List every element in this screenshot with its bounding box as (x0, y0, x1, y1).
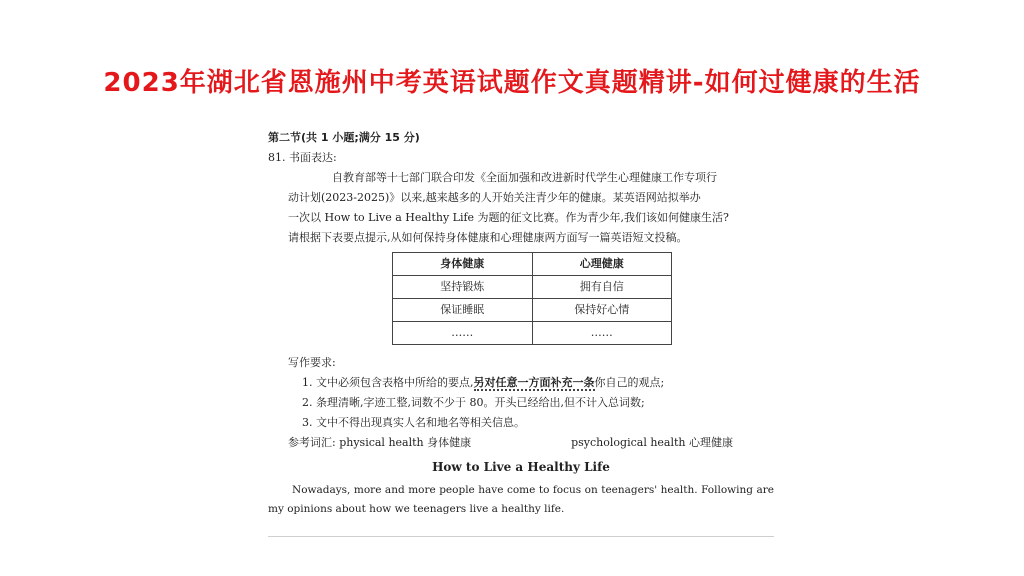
exam-page (268, 128, 774, 519)
intro-line-1: 自教育部等十七部门联合印发《全面加强和改进新时代学生心理健康工作专项行 (332, 171, 717, 184)
page-divider (268, 536, 774, 537)
vocab-psychological: psychological health 心理健康 (571, 436, 733, 449)
header-mental-health: 心理健康 (532, 253, 672, 276)
video-title: 2023年湖北省恩施州中考英语试题作文真题精讲-如何过健康的生活 (103, 68, 921, 98)
intro-line-2: 动计划(2023-2025)》以来,越来越多的人开始关注青少年的健康。某英语网站拟举办 (288, 191, 701, 204)
key-points-table (392, 252, 672, 345)
table-header-row (393, 253, 672, 276)
table-cell: 拥有自信 (532, 276, 672, 299)
header-physical-health: 身体健康 (393, 253, 533, 276)
intro-line-4: 请根据下表要点提示,从如何保持身体健康和心理健康两方面写一篇英语短文投稿。 (288, 231, 688, 244)
table-row (393, 276, 672, 299)
table-cell: …… (393, 322, 533, 345)
essay-opening: Nowadays, more and more people have come to focus on teenagers' health. Following are my opinions about how we teenagers live a healthy life. (268, 484, 774, 515)
requirement-1-pre: 1. 文中必须包含表格中所给的要点, (302, 376, 474, 389)
table-cell: 保证睡眠 (393, 299, 533, 322)
requirement-1 (268, 373, 774, 393)
section-heading: 第二节(共 1 小题;满分 15 分) (268, 131, 420, 144)
table-row (393, 322, 672, 345)
question-number: 81. 书面表达: (268, 151, 337, 164)
requirement-1-emphasis: 另对任意一方面补充一条 (473, 376, 595, 389)
essay-title: How to Live a Healthy Life (432, 460, 610, 474)
requirements-heading: 写作要求: (288, 356, 336, 369)
requirement-2: 2. 条理清晰,字迹工整,词数不少于 80。开头已经给出,但不计入总词数; (302, 396, 645, 409)
requirement-1-post: 你自己的观点; (594, 376, 665, 389)
table-row (393, 299, 672, 322)
vocab-physical: 参考词汇: physical health 身体健康 (288, 436, 472, 449)
reference-vocabulary (268, 433, 774, 453)
requirement-3: 3. 文中不得出现真实人名和地名等相关信息。 (302, 416, 525, 429)
table-cell: 坚持锻炼 (393, 276, 533, 299)
table-cell: 保持好心情 (532, 299, 672, 322)
intro-line-3: 一次以 How to Live a Healthy Life 为题的征文比赛。作为青少年,我们该如何健康生活? (288, 211, 729, 224)
table-cell: …… (532, 322, 672, 345)
